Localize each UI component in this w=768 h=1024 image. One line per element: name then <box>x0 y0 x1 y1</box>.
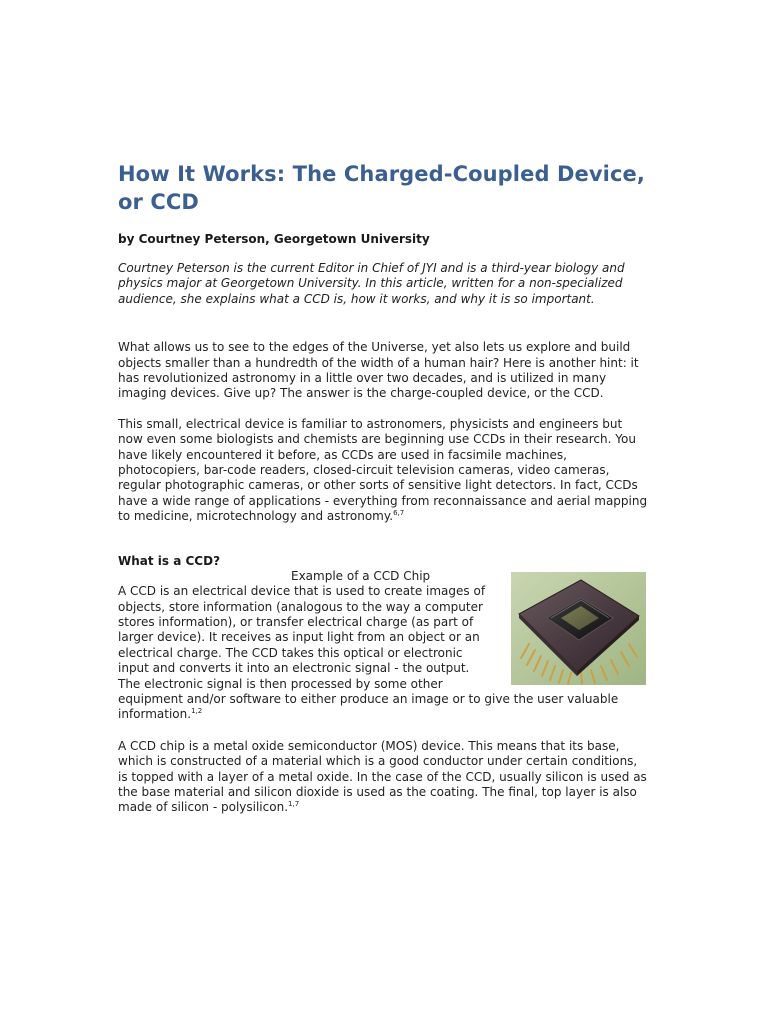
article <box>118 160 648 816</box>
paragraph-3-text: A CCD chip is a metal oxide semiconductor (MOS) device. This means that its base, which is constructed of a material which is a good conductor under certain conditions, is topped with a layer of a metal oxide. In the case of the CCD, usually silicon is used as the base material and silicon dioxide is used as the coating. The final, top layer is also made of silicon - polysilicon. <box>118 738 647 815</box>
intro-paragraph: Courtney Peterson is the current Editor in Chief of JYI and is a third-year biology and physics major at Georgetown University. In this article, written for a non-specialized audience, she explains what a CCD is, how it works, and why it is so important. <box>118 261 625 306</box>
paragraph-3 <box>118 739 648 816</box>
paragraph-2-text: This small, electrical device is familiar to astronomers, physicists and engineers but now even some biologists and chemists are beginning use CCDs in their research. You have likely encountered it before, as CCDs are used in facsimile machines, photocopiers, bar-code readers, closed-circuit television cameras, video cameras, regular photographic cameras, or other sorts of sensitive light detectors. In fact, CCDs have a wide range of applications - everything from reconnaissance and aerial mapping to medicine, microtechnology and astronomy. <box>118 416 648 524</box>
ccd-section <box>118 569 648 723</box>
paragraph-1 <box>118 340 648 402</box>
section-heading: What is a CCD? <box>118 553 221 568</box>
paragraph-ccd-text: A CCD is an electrical device that is used to create images of objects, store information (analogous to the way a computer stores information), or transfer electrical charge (as part of larger device). It receives as input light from an object or an electrical charge. The CCD takes this optical or electronic input and converts it into an electronic signal - the output. The electronic signal is then processed by some other equipment and/or software to either produce an image or to give the user valuable information. <box>118 584 619 722</box>
byline: by Courtney Peterson, Georgetown University <box>118 232 430 246</box>
footnote-ref[interactable]: 1,2 <box>191 707 203 716</box>
paragraph-1-text: What allows us to see to the edges of the Universe, yet also lets us explore and build objects smaller than a hundredth of the width of a human hair? Here is another hint: it has revolutionized astronomy in a little over two decades, and is utilized in many imaging devices. Give up? The answer is the charge-coupled device, or the CCD. <box>118 340 639 401</box>
page-title: How It Works: The Charged-Coupled Device, or CCD <box>118 162 645 214</box>
figure-caption: Example of a CCD Chip <box>291 568 431 583</box>
footnote-ref[interactable]: 1,7 <box>288 800 300 809</box>
footnote-ref[interactable]: 6,7 <box>393 509 405 518</box>
paragraph-2 <box>118 417 648 525</box>
ccd-chip-image <box>511 572 646 685</box>
